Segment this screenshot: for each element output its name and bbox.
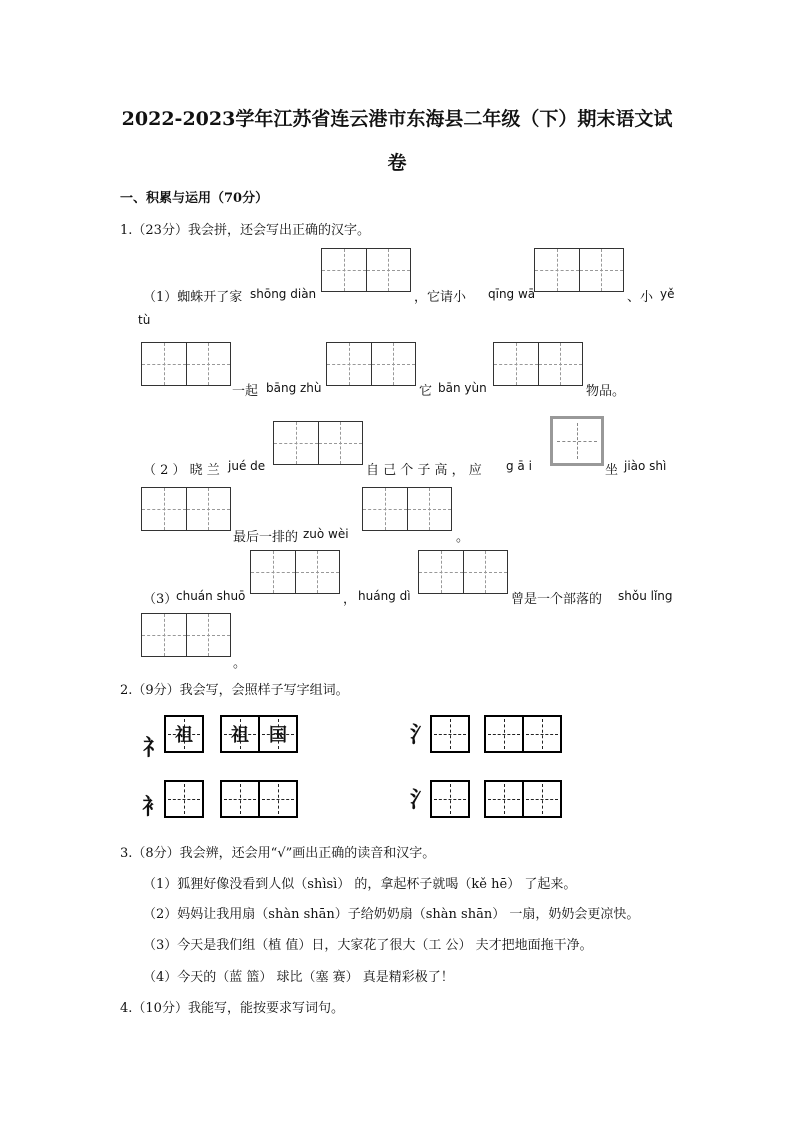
writing-grid[interactable]: [362, 487, 452, 531]
q1-p2-c: 坐: [605, 463, 619, 478]
q1-p2-a: （ 2 ） 晓 兰: [143, 463, 220, 478]
q1-p2-d: 最后一排的: [233, 530, 299, 545]
pinyin: huáng dì: [358, 589, 411, 603]
radical-shui: 氵: [410, 722, 433, 748]
writing-grid[interactable]: [141, 342, 231, 386]
pinyin: chuán shuō: [176, 589, 246, 603]
pinyin: jué de: [228, 459, 266, 473]
q3-item: （2）妈妈让我用扇（shàn shān）子给奶奶扇（shàn shān） 一扇，奶奶会更凉快。: [143, 907, 640, 922]
answer-word-grid[interactable]: [484, 780, 562, 818]
answer-grid[interactable]: [164, 780, 204, 818]
example-word-char: 国: [269, 725, 287, 746]
writing-grid-single[interactable]: [550, 416, 604, 466]
q1-p1-a: （1）蜘蛛开了家: [143, 290, 243, 305]
writing-grid[interactable]: [321, 248, 411, 292]
writing-grid[interactable]: [326, 342, 416, 386]
q1-p3-b: ，: [343, 592, 357, 607]
pinyin: qīng wā: [488, 287, 536, 301]
example-grid: [164, 715, 204, 753]
pinyin: zuò wèi: [303, 527, 349, 541]
pinyin: shǒu lǐng: [618, 589, 673, 603]
page-title-cont: 卷: [387, 152, 407, 174]
page-title: 2022-2023学年江苏省连云港市东海县二年级（下）期末语文试: [121, 108, 673, 130]
radical-shi: 礻: [143, 735, 166, 761]
q3-item: （3）今天是我们组（植 值）日，大家花了很大（工 公） 夫才把地面拖干净。: [143, 938, 593, 953]
writing-grid[interactable]: [273, 421, 363, 465]
answer-word-grid[interactable]: [484, 715, 562, 753]
radical-yi: 衤: [142, 794, 165, 820]
writing-grid[interactable]: [534, 248, 624, 292]
writing-grid[interactable]: [418, 550, 508, 594]
pinyin: bāng zhù: [266, 381, 322, 395]
pinyin: bān yùn: [438, 381, 487, 395]
q1-p2-b: 自 己 个 子 高 ， 应: [366, 463, 482, 478]
q1-p1-e: 它: [419, 384, 433, 399]
answer-grid[interactable]: [430, 780, 470, 818]
pinyin: jiào shì: [624, 459, 667, 473]
q2-stem: 2.（9分）我会写，会照样子写字组词。: [120, 683, 349, 698]
radical-shui: 氵: [410, 787, 433, 813]
writing-grid[interactable]: [141, 613, 231, 657]
q1-p3-c: 曾是一个部落的: [511, 592, 603, 607]
pinyin: yě: [660, 287, 675, 301]
q1-p3-d: 。: [233, 656, 247, 671]
writing-grid[interactable]: [141, 487, 231, 531]
answer-grid[interactable]: [430, 715, 470, 753]
pinyin: tù: [138, 313, 151, 327]
q1-p1-d: 一起: [232, 384, 259, 399]
pinyin: shōng diàn: [250, 287, 317, 301]
example-word-grid: [220, 715, 298, 753]
q1-stem: 1.（23分）我会拼，还会写出正确的汉字。: [120, 223, 370, 238]
q1-p2-e: 。: [456, 530, 470, 545]
q3-item: （1）狐狸好像没看到人似（shìsì） 的，拿起杯子就喝（kě hē） 了起来。: [143, 877, 577, 892]
answer-word-grid[interactable]: [220, 780, 298, 818]
example-word-char: 祖: [231, 725, 249, 746]
writing-grid[interactable]: [493, 342, 583, 386]
q3-stem: 3.（8分）我会辨，还会用“√”画出正确的读音和汉字。: [120, 846, 436, 861]
section-heading: 一、积累与运用（70分）: [120, 191, 269, 206]
q1-p1-b: ，它请小: [414, 290, 467, 305]
q1-p1-c: 、小: [627, 290, 654, 305]
writing-grid[interactable]: [250, 550, 340, 594]
q1-p1-f: 物品。: [586, 384, 626, 399]
q3-item: （4）今天的（蓝 篮） 球比（塞 赛） 真是精彩极了！: [143, 970, 454, 985]
q1-p3-a: （3）: [143, 592, 178, 607]
example-char: 祖: [175, 725, 193, 746]
q4-stem: 4.（10分）我能写，能按要求写词句。: [120, 1001, 344, 1016]
pinyin: g ā i: [506, 459, 532, 473]
